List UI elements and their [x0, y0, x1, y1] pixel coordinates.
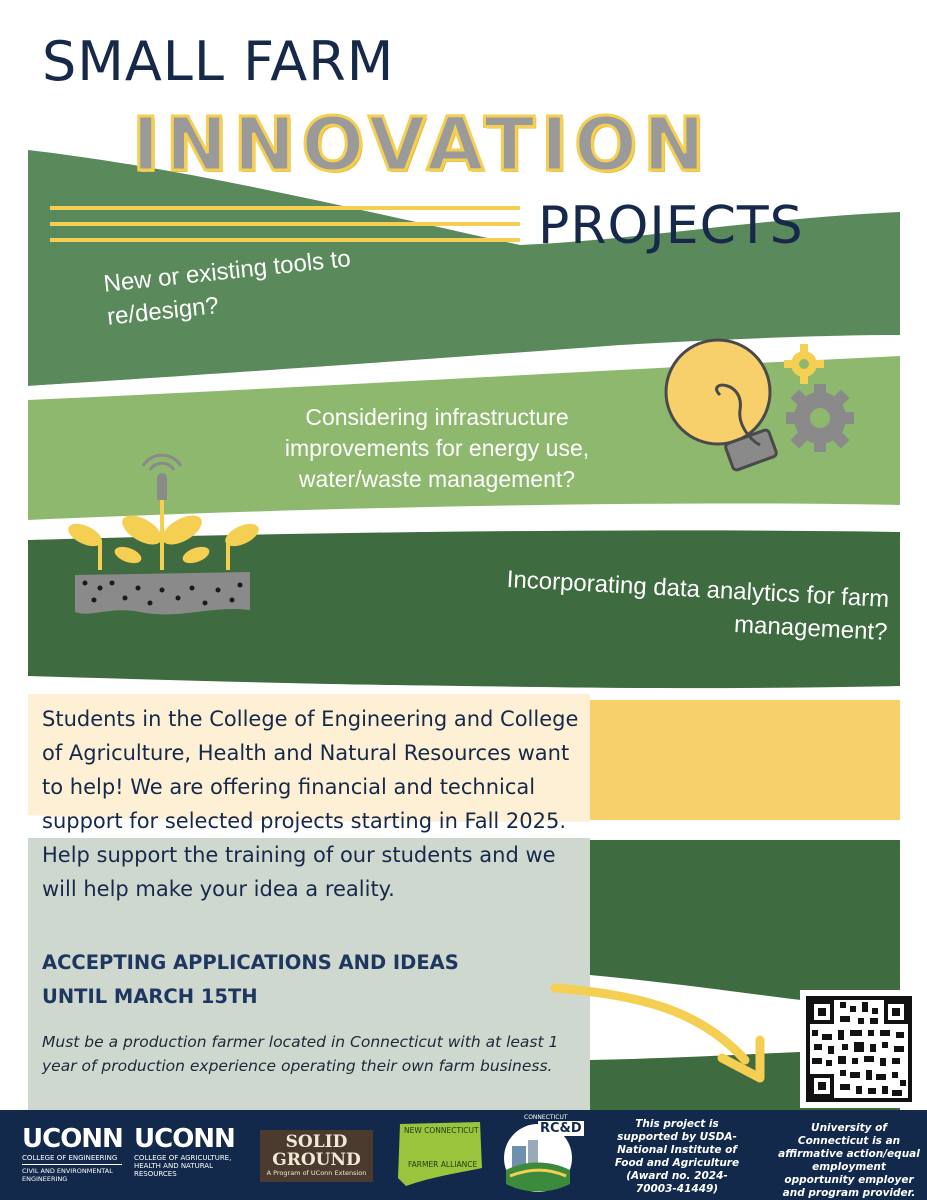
farmer-alliance-logo [394, 1118, 486, 1190]
solid-ground-sub: A Program of UConn Extension [266, 1169, 367, 1177]
solid-ground-logo [260, 1130, 373, 1182]
question-infrastructure: Considering infrastructure improvements for energy use, water/waste management? [284, 404, 590, 492]
deadline-line-1: ACCEPTING APPLICATIONS AND IDEAS [42, 951, 459, 974]
uconn-engineering-logo [22, 1124, 122, 1183]
deadline-callout [42, 946, 582, 1014]
title-projects: PROJECTS [538, 196, 804, 256]
solid-ground-line2: GROUND [272, 1150, 361, 1170]
deadline-line-2: UNTIL MARCH 15TH [42, 985, 258, 1008]
qr-pattern [810, 1000, 908, 1098]
uconn-wordmark-2: UCONN [134, 1124, 235, 1154]
alliance-line1: NEW CONNECTICUT [404, 1126, 479, 1135]
uconn-cahnr-logo [134, 1124, 246, 1178]
eligibility-note: Must be a production farmer located in Connecticut with at least 1 year of production experience operating their own farm business. [42, 1033, 559, 1075]
question-data-analytics: Incorporating data analytics for farm management? [506, 565, 890, 646]
uconn-cahnr-line1: COLLEGE OF AGRICULTURE, [134, 1154, 232, 1162]
yellow-line-3 [50, 238, 520, 242]
uconn-engineering-line2: CIVIL AND ENVIRONMENTAL ENGINEERING [22, 1167, 113, 1183]
uconn-engineering-line1: COLLEGE OF ENGINEERING [22, 1154, 122, 1165]
yellow-block [590, 700, 900, 820]
title-small-farm: SMALL FARM [42, 30, 395, 93]
question-tools: New or existing tools to re/design? [102, 245, 352, 331]
title-innovation: INNOVATION [132, 102, 711, 188]
ct-rcd-logo [500, 1114, 582, 1194]
body-paragraph: Students in the College of Engineering and College of Agriculture, Health and Natural Resources want to help! We are offering financial and technical support for selected projects starting in Fall 2025. Help support the training of our students and we will help make your idea a reality. [42, 707, 579, 901]
alliance-line2: FARMER ALLIANCE [408, 1160, 478, 1169]
rcd-name: RC&D [540, 1121, 582, 1136]
uconn-wordmark: UCONN [22, 1124, 123, 1154]
eeo-statement: University of Connecticut is an affirmative action/equal employment opportunity employer and program provider. [778, 1122, 920, 1199]
yellow-line-1 [50, 206, 520, 210]
solid-ground-line1: SOLID [285, 1132, 348, 1152]
usda-support-note: This project is supported by USDA-National Institute of Food and Agriculture (Award no. 2024-70003-41449) [614, 1118, 740, 1195]
yellow-line-2 [50, 222, 520, 226]
rcd-top-text: CONNECTICUT [524, 1114, 568, 1121]
uconn-cahnr-line2: HEALTH AND NATURAL RESOURCES [134, 1162, 213, 1178]
